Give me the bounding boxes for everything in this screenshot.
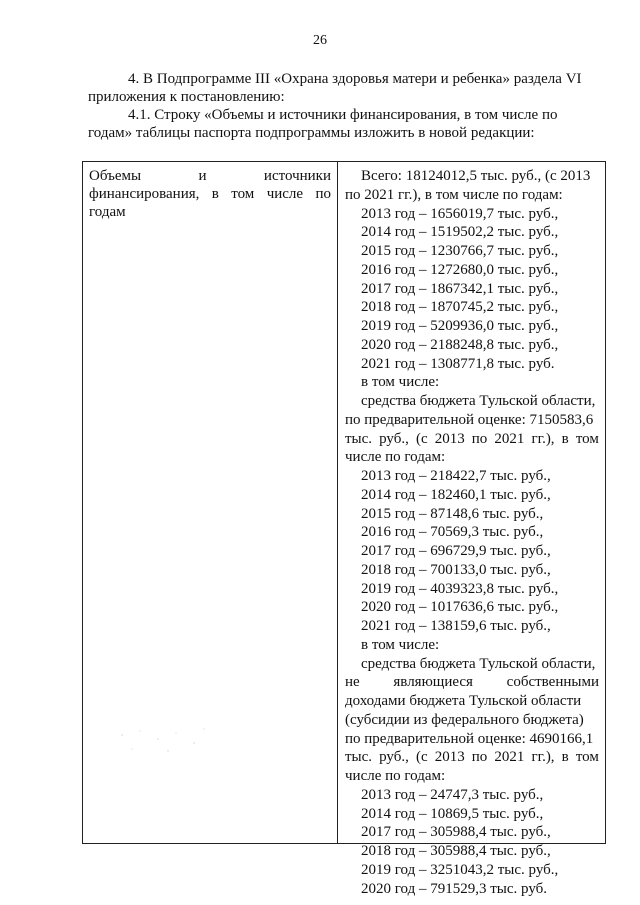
- word: не: [345, 674, 360, 691]
- word: 2013: [434, 749, 465, 766]
- year-amount-line: 2016 год – 70569,3 тыс. руб.,: [361, 524, 544, 541]
- word: тыс.: [345, 749, 373, 766]
- regional-years-list: [345, 467, 599, 636]
- word: том: [575, 749, 599, 766]
- regional-line: по предварительной оценке: 7150583,6: [345, 411, 594, 428]
- word: 2013: [434, 430, 465, 447]
- regional-line: средства бюджета Тульской области,: [361, 393, 596, 409]
- word: руб.,: [379, 749, 409, 766]
- subsidy-years-list: [345, 786, 599, 899]
- year-amount-line: 2016 год – 1272680,0 тыс. руб.,: [361, 261, 559, 278]
- justified-line: [89, 167, 331, 185]
- word: финансирования,: [89, 186, 200, 202]
- justified-line: [345, 748, 599, 767]
- year-amount-line: 2020 год – 2188248,8 тыс. руб.,: [361, 336, 559, 353]
- subsidy-line: средства бюджета Тульской области,: [361, 655, 596, 672]
- justified-line: [89, 185, 331, 203]
- total-line: Всего: 18124012,5 тыс. руб., (с 2013: [361, 168, 591, 184]
- total-line: по 2021 гг.), в том числе по годам:: [345, 186, 563, 203]
- year-amount-line: 2013 год – 1656019,7 тыс. руб.,: [361, 205, 559, 222]
- subsidy-line: (субсидии из федерального бюджета): [345, 711, 584, 728]
- year-amount-line: 2015 год – 1230766,7 тыс. руб.,: [361, 243, 559, 259]
- word: гг.),: [531, 430, 555, 447]
- year-amount-line: 2019 год – 3251043,2 тыс. руб.,: [361, 861, 559, 878]
- year-amount-line: 2020 год – 1017636,6 тыс. руб.,: [361, 599, 559, 616]
- word: и: [198, 168, 207, 184]
- word: (с: [415, 430, 428, 447]
- word: тыс.: [345, 430, 373, 447]
- word: (с: [415, 749, 428, 766]
- including-label: в том числе:: [361, 636, 440, 653]
- word: Объемы: [89, 168, 142, 184]
- year-amount-line: 2017 год – 1867342,1 тыс. руб.,: [361, 280, 559, 297]
- word: руб.,: [379, 430, 409, 447]
- scan-speckle: [118, 725, 208, 755]
- subsidy-line: по предварительной оценке: 4690166,1: [345, 730, 594, 747]
- word: являющиеся: [393, 674, 473, 691]
- paragraph-line: 4. В Подпрограмме III «Охрана здоровья матери и ребенка» раздела VI: [128, 71, 582, 87]
- financing-values-cell: [345, 167, 599, 898]
- year-amount-line: 2021 год – 138159,6 тыс. руб.,: [361, 618, 551, 634]
- year-amount-line: 2014 год – 10869,5 тыс. руб.,: [361, 805, 544, 822]
- word: числе: [266, 186, 304, 202]
- year-amount-line: 2019 год – 4039323,8 тыс. руб.,: [361, 580, 559, 597]
- word: том: [231, 186, 255, 202]
- justified-line: [345, 430, 599, 449]
- page-number: 26: [313, 33, 327, 48]
- year-amount-line: 2018 год – 700133,0 тыс. руб.,: [361, 561, 551, 578]
- year-amount-line: 2014 год – 182460,1 тыс. руб.,: [361, 486, 551, 503]
- word: источники: [263, 168, 331, 184]
- word: в: [211, 186, 219, 202]
- year-amount-line: 2015 год – 87148,6 тыс. руб.,: [361, 505, 544, 522]
- year-amount-line: 2021 год – 1308771,8 тыс. руб.: [361, 355, 555, 372]
- paragraph-section-4: [88, 70, 600, 106]
- subsidy-line: числе по годам:: [345, 768, 446, 784]
- word: собственными: [506, 674, 599, 691]
- paragraph-line: 4.1. Строку «Объемы и источники финансирования, в том числе по: [128, 107, 558, 123]
- year-amount-line: 2017 год – 305988,4 тыс. руб.,: [361, 824, 551, 841]
- including-label: в том числе:: [361, 374, 440, 391]
- year-amount-line: 2013 год – 24747,3 тыс. руб.,: [361, 786, 544, 803]
- regional-line: числе по годам:: [345, 449, 446, 466]
- word: в: [561, 749, 569, 766]
- paragraph-line: приложения к постановлению:: [88, 89, 285, 105]
- year-amount-line: 2017 год – 696729,9 тыс. руб.,: [361, 543, 551, 559]
- word: в: [561, 430, 569, 447]
- row-header-cell: [89, 167, 331, 221]
- word: по: [315, 186, 331, 202]
- year-amount-line: 2018 год – 305988,4 тыс. руб.,: [361, 843, 551, 859]
- word: том: [575, 430, 599, 447]
- cell-line: годам: [89, 204, 126, 220]
- total-years-list: [345, 205, 599, 374]
- year-amount-line: 2013 год – 218422,7 тыс. руб.,: [361, 468, 551, 484]
- paragraph-section-4-1: [88, 106, 600, 142]
- column-divider: [337, 162, 338, 843]
- year-amount-line: 2018 год – 1870745,2 тыс. руб.,: [361, 299, 559, 316]
- year-amount-line: 2014 год – 1519502,2 тыс. руб.,: [361, 224, 559, 241]
- word: 2021: [494, 749, 525, 766]
- word: по: [471, 749, 488, 766]
- justified-line: [345, 673, 599, 692]
- paragraph-line: годам» таблицы паспорта подпрограммы изложить в новой редакции:: [88, 125, 535, 141]
- word: по: [471, 430, 488, 447]
- word: 2021: [494, 430, 525, 447]
- word: гг.),: [531, 749, 555, 766]
- year-amount-line: 2019 год – 5209936,0 тыс. руб.,: [361, 318, 559, 334]
- year-amount-line: 2020 год – 791529,3 тыс. руб.: [361, 880, 548, 897]
- subsidy-line: доходами бюджета Тульской области: [345, 693, 582, 709]
